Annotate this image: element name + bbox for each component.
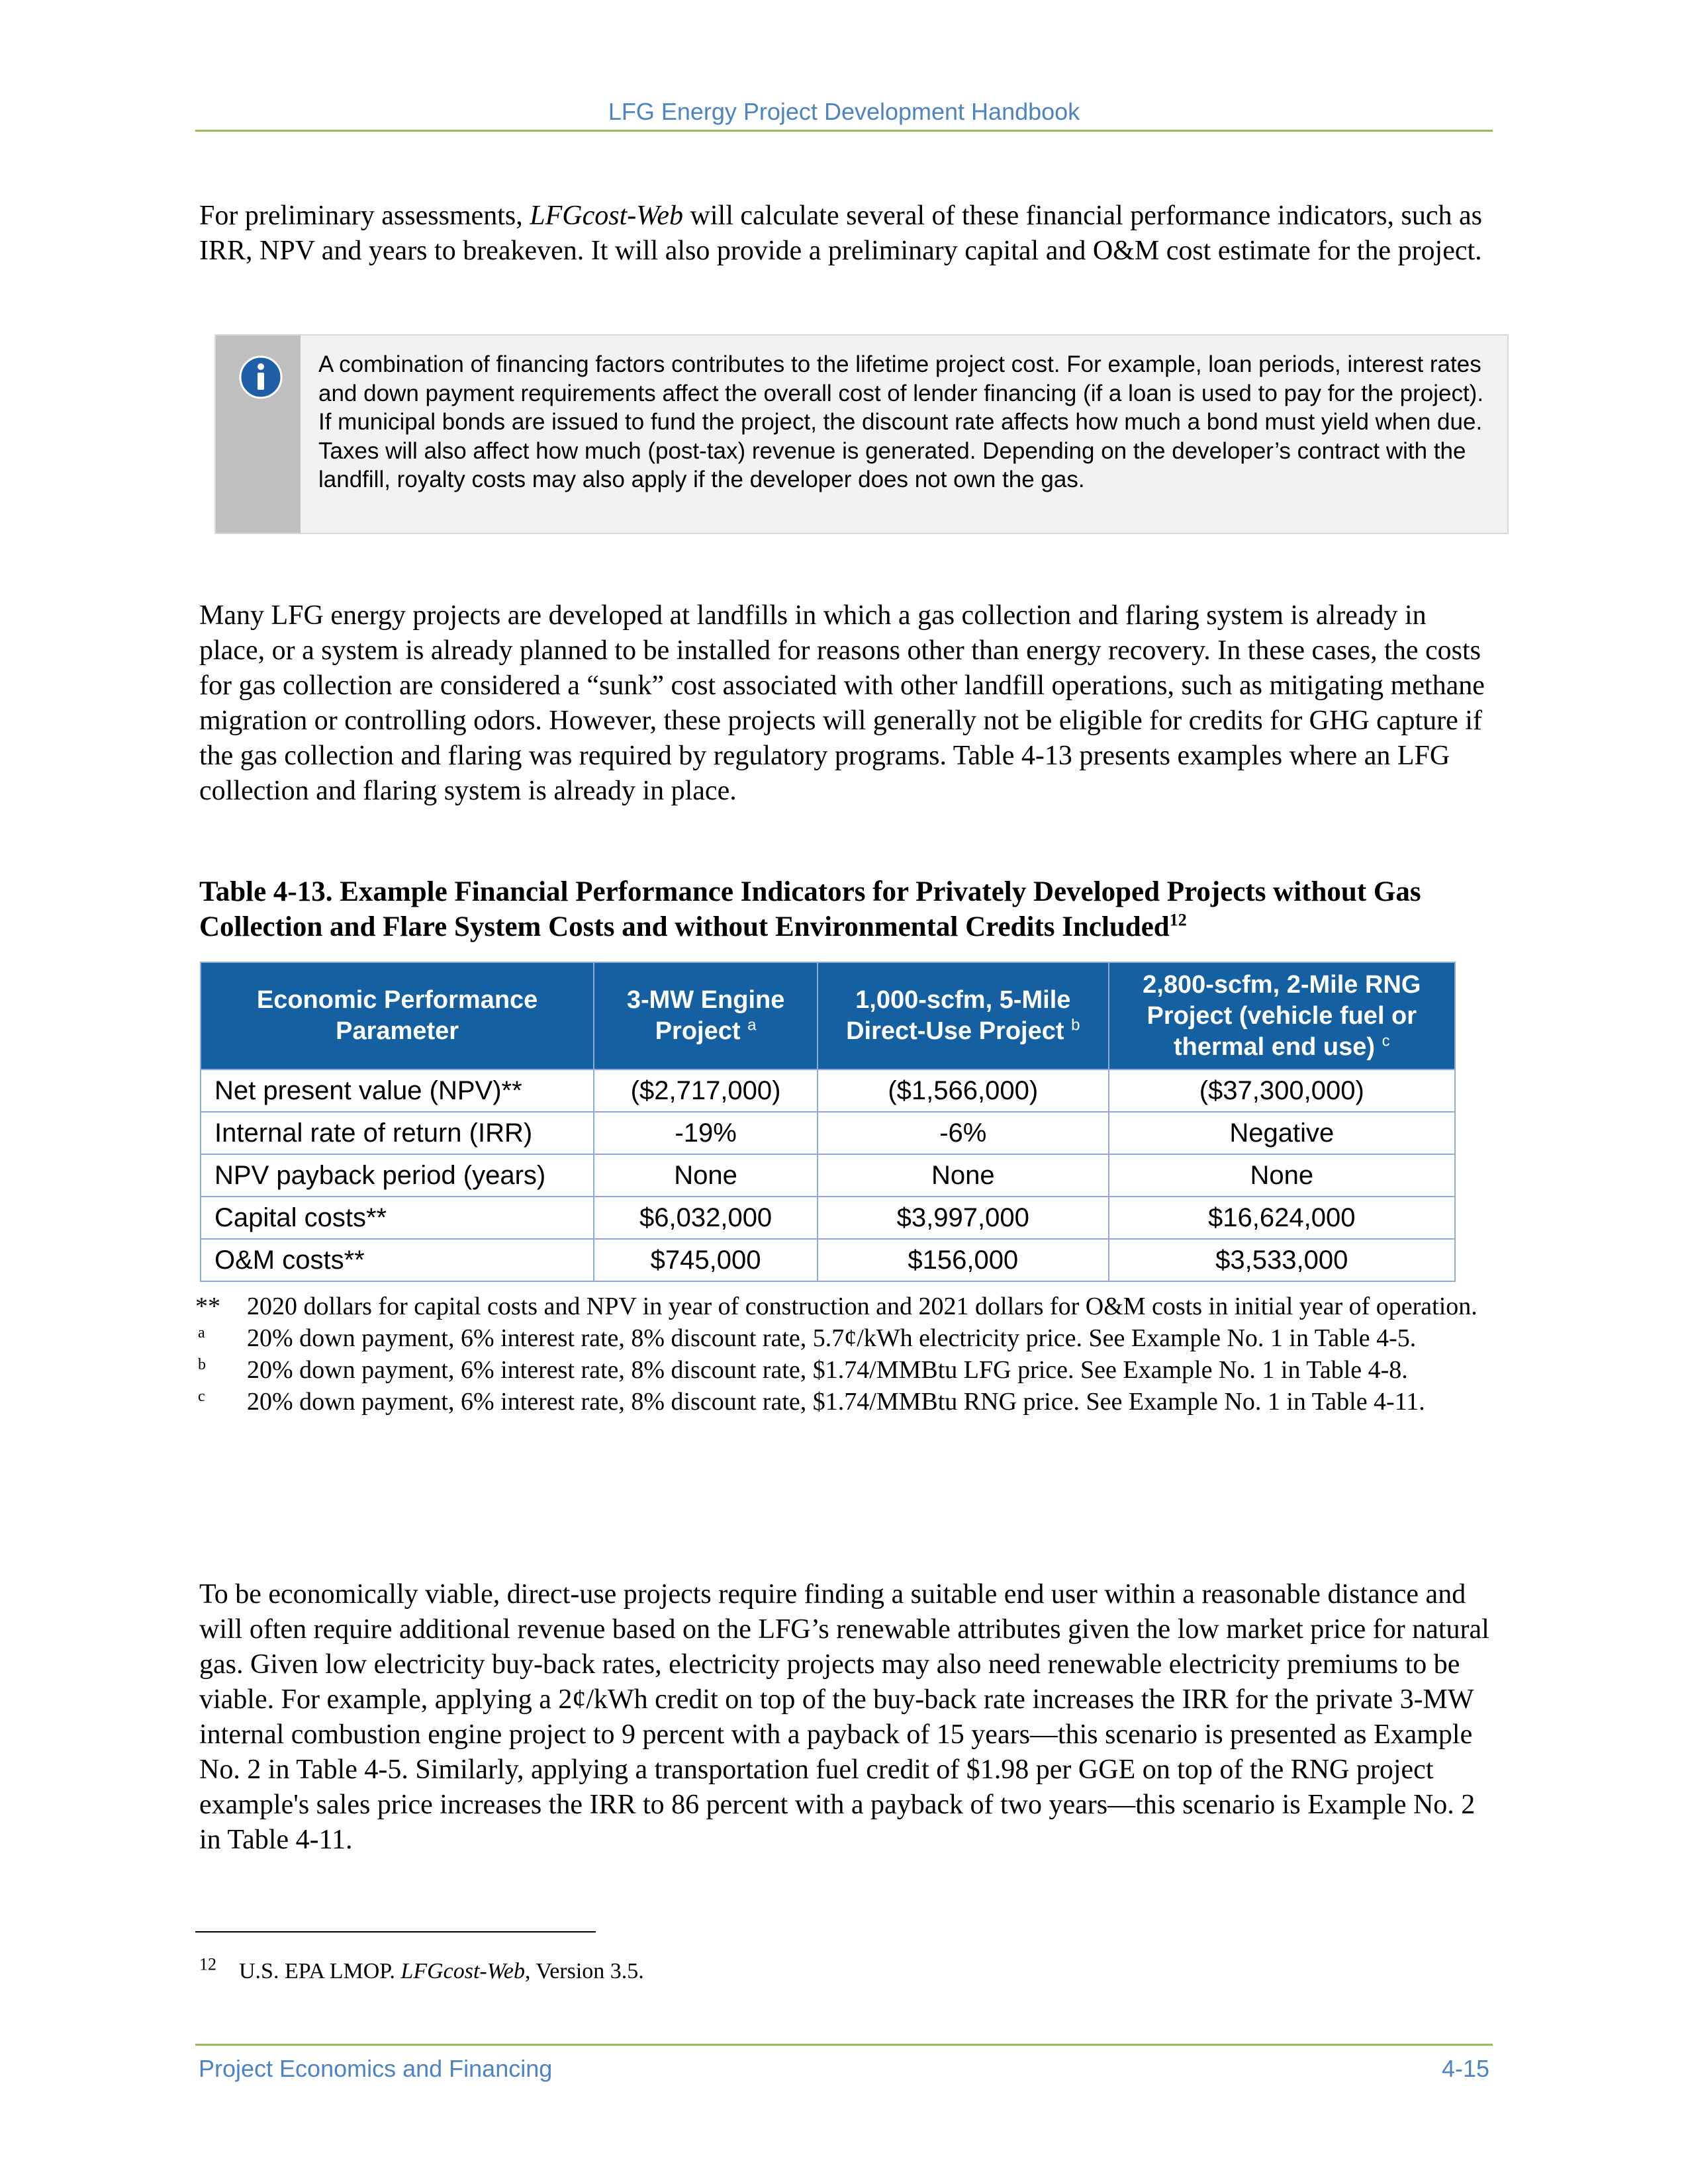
table-cell: $156,000 (818, 1239, 1109, 1281)
footnote-number: 12 (199, 1954, 216, 1974)
note-mark: b (198, 1356, 206, 1373)
table-note (195, 1354, 1499, 1386)
table-cell: $6,032,000 (594, 1197, 818, 1239)
table-cell: ($2,717,000) (594, 1069, 818, 1112)
table-cell: None (1109, 1154, 1455, 1197)
running-header: LFG Energy Project Development Handbook (608, 98, 1080, 125)
note-mark: ** (195, 1293, 220, 1320)
note-text: 20% down payment, 6% interest rate, 8% discount rate, 5.7¢/kWh electricity price. See Example No. 1 in Table 4-5. (247, 1324, 1417, 1352)
table-cell: $16,624,000 (1109, 1197, 1455, 1239)
row-label: Internal rate of return (IRR) (201, 1112, 594, 1154)
table-cell: -19% (594, 1112, 818, 1154)
intro-software-name: LFGcost-Web (530, 201, 684, 231)
intro-text-1: For preliminary assessments, (199, 201, 530, 231)
column-header: 1,000-scfm, 5-Mile Direct-Use Project $^b$ (818, 962, 1109, 1069)
table-cell: $3,997,000 (818, 1197, 1109, 1239)
column-header: Economic Performance Parameter (201, 962, 594, 1069)
info-callout (214, 334, 1509, 534)
intro-paragraph (199, 199, 1498, 269)
footer-rule (195, 2044, 1493, 2046)
table-header-row (201, 962, 1455, 1069)
table-cell: None (594, 1154, 818, 1197)
table-cell: Negative (1109, 1112, 1455, 1154)
footnote-software-name: LFGcost-Web (400, 1959, 526, 1983)
header-note-ref: b (1071, 1016, 1080, 1034)
table-row (201, 1154, 1455, 1197)
footnote-rule (195, 1931, 596, 1933)
footnote-text-2: , Version 3.5. (525, 1959, 644, 1983)
paragraph-collection-systems: Many LFG energy projects are developed at landfills in which a gas collection and flaring system is already in place, or a system is already planned to be installed for reasons other than energy recovery. In these cases, the costs for gas collection are considered a “sunk” cost associated with other landfill operations, such as mitigating methane migration or controlling odors. However, these projects will generally not be eligible for credits for GHG capture if the gas collection and flaring was required by regulatory programs. Table 4-13 presents examples where an LFG collection and flaring system is already in place. (199, 600, 1485, 806)
note-text: 20% down payment, 6% interest rate, 8% discount rate, $1.74/MMBtu LFG price. See Example No. 1 in Table 4-8. (247, 1356, 1408, 1384)
table-cell: None (818, 1154, 1109, 1197)
table-cell: ($1,566,000) (818, 1069, 1109, 1112)
header-rule (195, 130, 1493, 132)
table-cell: $3,533,000 (1109, 1239, 1455, 1281)
column-header: 3-MW Engine Project $^a$ (594, 962, 818, 1069)
note-text: 2020 dollars for capital costs and NPV in year of construction and 2021 dollars for O&M costs in initial year of operation. (247, 1293, 1477, 1320)
row-label: O&M costs** (201, 1239, 594, 1281)
caption-footnote-ref: 12 (1169, 910, 1187, 930)
table-note (195, 1386, 1499, 1418)
intro-text-2: will calculate several of these financial performance indicators, such as IRR, NPV and years to breakeven. It will also provide a preliminary capital and O&M cost estimate for the project. (199, 201, 1482, 266)
table-cell: $745,000 (594, 1239, 818, 1281)
table-note (195, 1291, 1499, 1322)
table-cell: ($37,300,000) (1109, 1069, 1455, 1112)
paragraph-economic-viability: To be economically viable, direct-use projects require finding a suitable end user within a reasonable distance and will often require additional revenue based on the LFG’s renewable attributes given the low market price for natural gas. Given low electricity buy-back rates, electricity projects may also need renewable electricity premiums to be viable. For example, applying a 2¢/kWh credit on top of the buy-back rate increases the IRR for the private 3-MW internal combustion engine project to 9 percent with a payback of 15 years—this scenario is presented as Example No. 2 in Table 4-5. Similarly, applying a transportation fuel credit of $1.98 per GGE on top of the RNG project example's sales price increases the IRR to 86 percent with a payback of two years—this scenario is Example No. 2 in Table 4-11. (199, 1579, 1489, 1855)
info-icon (239, 355, 283, 399)
page-number: 4-15 (1441, 2055, 1489, 2082)
note-text: 20% down payment, 6% interest rate, 8% discount rate, $1.74/MMBtu RNG price. See Example No. 1 in Table 4-11. (247, 1388, 1425, 1416)
table-row (201, 1069, 1455, 1112)
table-caption-text: Table 4-13. Example Financial Performance Indicators for Privately Developed Projects without Gas Collection and Flare System Costs and without Environmental Credits Included (199, 876, 1421, 942)
footnote (199, 1954, 644, 1986)
callout-text: A combination of financing factors contributes to the lifetime project cost. For example, loan periods, interest rates and down payment requirements affect the overall cost of lender financing (if a loan is used to pay for the project). If municipal bonds are issued to fund the project, the discount rate affects how much a bond must yield when due. Taxes will also affect how much (post-tax) revenue is generated. Depending on the developer’s contract with the landfill, royalty costs may also apply if the developer does not own the gas. (318, 351, 1484, 492)
table-row (201, 1197, 1455, 1239)
table-note (195, 1322, 1499, 1354)
footnote-text-1: U.S. EPA LMOP. (239, 1959, 401, 1983)
column-header: 2,800-scfm, 2-Mile RNG Project (vehicle fuel or thermal end use) $^c$ (1109, 962, 1455, 1069)
row-label: Net present value (NPV)** (201, 1069, 594, 1112)
table-row (201, 1112, 1455, 1154)
table-cell: -6% (818, 1112, 1109, 1154)
financial-indicators-table (200, 962, 1456, 1282)
footer-section-title: Project Economics and Financing (199, 2055, 553, 2082)
note-mark: a (198, 1324, 205, 1342)
header-note-ref: c (1382, 1031, 1390, 1050)
table-caption (199, 874, 1498, 944)
row-label: Capital costs** (201, 1197, 594, 1239)
table-row (201, 1239, 1455, 1281)
header-note-ref: a (747, 1016, 757, 1034)
note-mark: c (198, 1388, 205, 1405)
row-label: NPV payback period (years) (201, 1154, 594, 1197)
table-notes (195, 1291, 1499, 1418)
